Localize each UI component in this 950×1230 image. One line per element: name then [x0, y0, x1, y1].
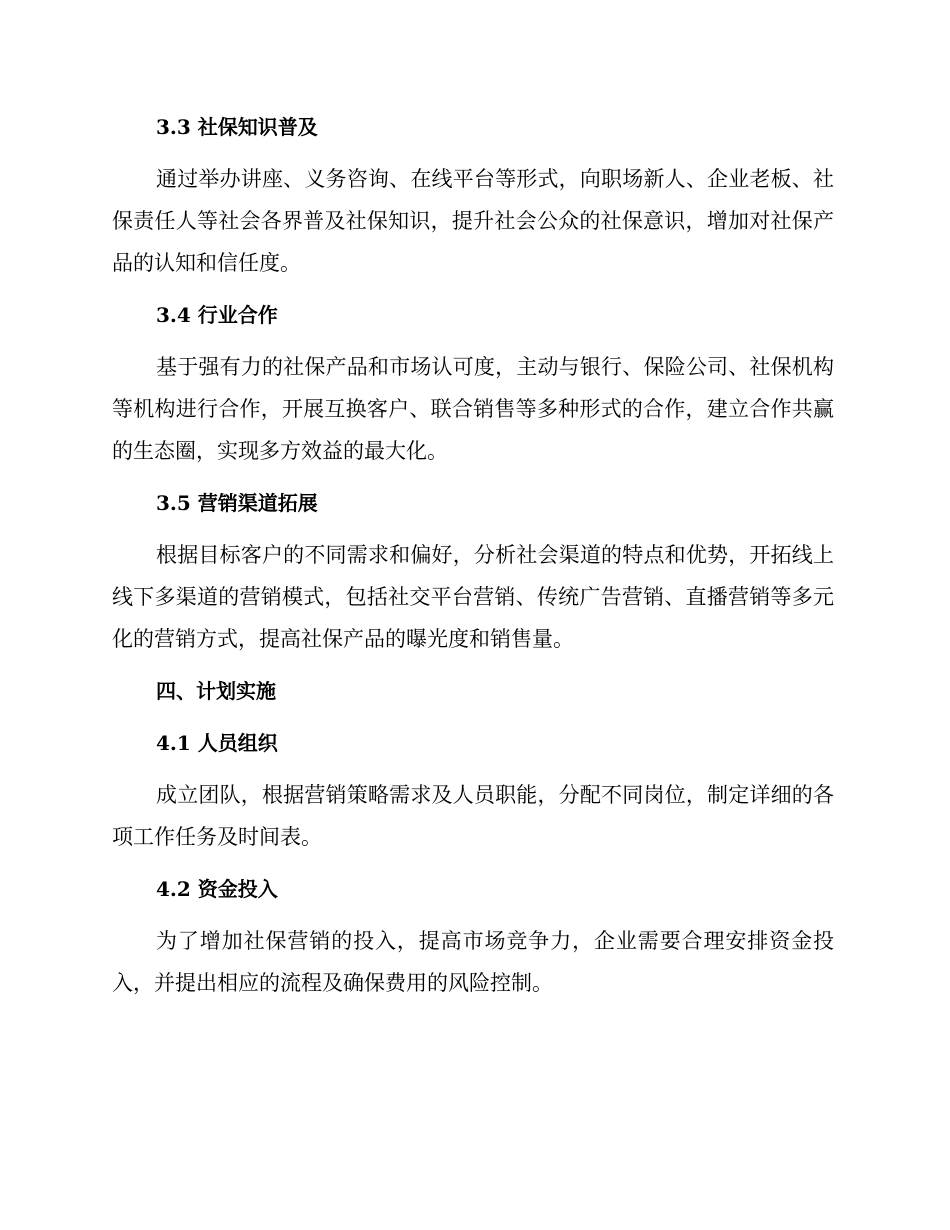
section-body-4-2: 为了增加社保营销的投入，提高市场竞争力，企业需要合理安排资金投入，并提出相应的流程及确保费用的风险控制。	[112, 929, 834, 995]
chapter-heading-4: 四、计划实施	[156, 679, 276, 703]
document-content	[112, 106, 834, 1014]
section-body-3-4: 基于强有力的社保产品和市场认可度，主动与银行、保险公司、社保机构等机构进行合作，开展互换客户、联合销售等多种形式的合作，建立合作共赢的生态圈，实现多方效益的最大化。	[112, 355, 834, 463]
section-heading-4-2: 4.2 资金投入	[156, 877, 278, 901]
section-heading-3-4: 3.4 行业合作	[156, 303, 278, 327]
section-body-3-3: 通过举办讲座、义务咨询、在线平台等形式，向职场新人、企业老板、社保责任人等社会各界普及社保知识，提升社会公众的社保意识，增加对社保产品的认知和信任度。	[112, 167, 834, 275]
section-heading-3-5: 3.5 营销渠道拓展	[156, 491, 318, 515]
section-body-3-5: 根据目标客户的不同需求和偏好，分析社会渠道的特点和优势，开拓线上线下多渠道的营销模式，包括社交平台营销、传统广告营销、直播营销等多元化的营销方式，提高社保产品的曝光度和销售量。	[112, 543, 834, 651]
section-body-4-1: 成立团队，根据营销策略需求及人员职能，分配不同岗位，制定详细的各项工作任务及时间表。	[112, 783, 834, 849]
section-heading-3-3: 3.3 社保知识普及	[156, 115, 318, 139]
section-heading-4-1: 4.1 人员组织	[156, 731, 278, 755]
